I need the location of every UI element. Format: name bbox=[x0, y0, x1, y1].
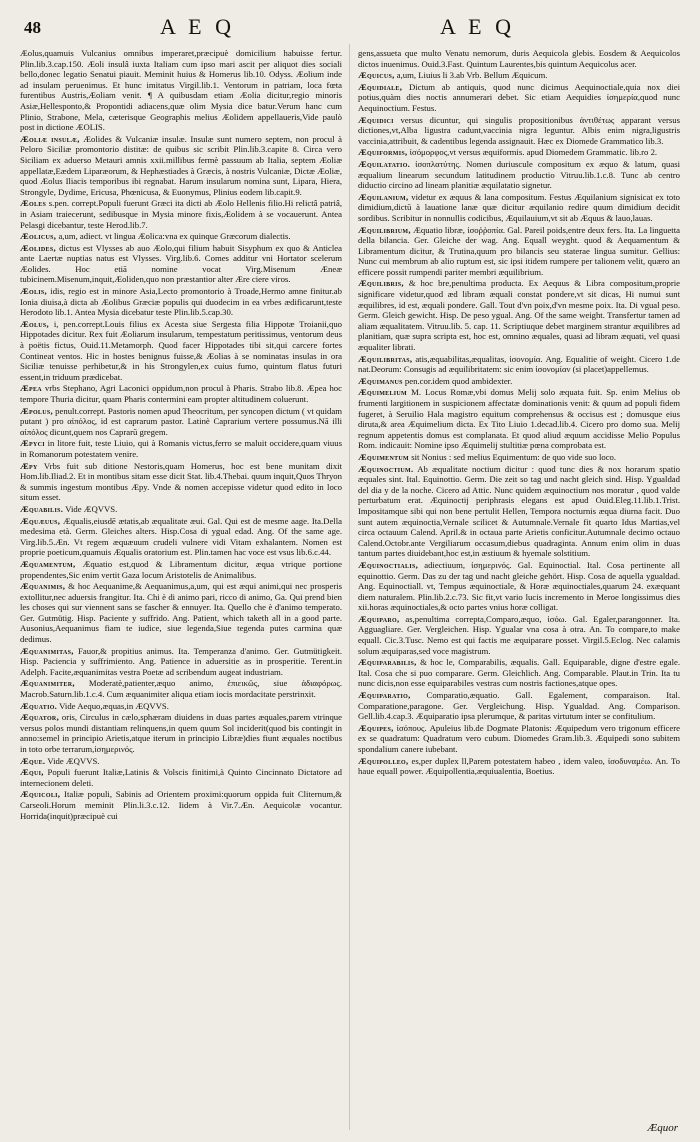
entry-headword: Æquilibritas, bbox=[358, 353, 413, 364]
entry-text: M. Locus Romæ,vbi domus Melij solo æquata fuit. Sp. enim Melius ob frumenti largitionem in suspicionem affectatæ dominationis venit: & quum ad populi fidem fugeret, à Seruilio Hala magistro equitum comprehensus & occisus est ; domusque eius diruta,& area Æquimelium dicta. Ex Tito Liuio 1.decad.lib.4. Cicero pro domo sua. Melij regnum appetentis domus est complanata. Et quod aliud æquum accidisse Melio Populus Rom. indicauit: Nomine ipso Æquimelij stultitiæ pœna comprobata est. bbox=[358, 387, 680, 451]
entry-text: s.pen. corrept.Populi fuerunt Græci ita dicti ab Æolo Hellenis filio.Hi relictâ patriâ, in Asiam traiecerunt, sedibusque in Mysia minore fixis,Æolidem à se vocauerunt. Antea Pelasgi dicebantur, teste Herod.lib.7. bbox=[20, 198, 342, 230]
entry-text: ἰσόπους. Apuleius lib.de Dogmate Platonis: Æquipedum vero trigonum efficere ex se quadratum: Quadratum vero cubum. Diomedes Gram.lib.3. Æquipedi sono subitem spondalium canere iubebant. bbox=[358, 722, 680, 754]
entry-text: pen.cor.idem quod ambidexter. bbox=[404, 375, 513, 386]
entry-headword: Æquanimitas, bbox=[20, 645, 74, 656]
entry-headword: Æolis, bbox=[20, 286, 48, 297]
entry-text: Æolides & Vulcaniæ insulæ. Insulæ sunt numero septem, non procul à Peloro Siciliæ promontorio distitæ: de quibus sic scribit Plin.lib.3.capite 8. Circa vero Siciliam ex aduerso Metauri amnis xxii.millibus fermè passuum ab Italia, septem Æoliæ appellatæ,Eædem Liparæorum, & Hephæstiades à Græcis, à nostris Vulcaniæ, Dictæ Æoliæ, quod Æolus Iliacis temporibus ibi regnabat. Harum insularum nomina sunt, Lipara, Hiera, Strongyle, Dydime, Ericusa, Phœnicusa, & Euonymus, Plinius eodem lib.capit.9. bbox=[20, 133, 342, 197]
dictionary-entry bbox=[358, 452, 680, 463]
dictionary-entry bbox=[20, 756, 342, 767]
entry-headword: Æquanimiter, bbox=[20, 678, 75, 689]
entry-headword: Æpy bbox=[20, 460, 38, 471]
entry-text: Moderatè,patienter,æquo animo, ἐπιεικῶς, siue ἀδιαφόρως. Macrob.Saturn.lib.1.c.4. Cum æquanimiter aliqua etiam iocis mordacitate perstrinxit. bbox=[20, 678, 342, 700]
dictionary-entry bbox=[20, 712, 342, 754]
entry-text: Comparatio,æquatio. Gall. Egalement, comparaison. Ital. Comparatione,paragone. Ger. Vergleichung. Hisp. Ygualdad. Ang. Comparison. Gell.lib.4.cap.3. Æquiparatio ipsa plerumque, & paritas virtutum inter se confitulium. bbox=[358, 690, 680, 722]
dictionary-entry bbox=[358, 82, 680, 114]
entry-text: a,um, adiect. vt lingua Æolica:vna ex quinque Græcorum dialectis. bbox=[58, 231, 291, 242]
entry-text: Vrbs fuit sub ditione Nestoris,quam Homerus, hoc est bene munitam dixit Hom.lib.Iliad.2. Et in montibus sitam esse dicit Stat. lib.4.Thebai. quum inquit,Quos Thryon & summis ingestum montibus Æpy. Vnde & nomen accepisse videtur quod edito in loco situm esset. bbox=[20, 460, 342, 503]
dictionary-entry bbox=[20, 231, 342, 242]
dictionary-entry bbox=[20, 678, 342, 699]
dictionary-entry bbox=[358, 115, 680, 147]
entry-text: oris, Circulus in cælo,sphæram diuidens in duas partes æquales,parem vtrinque versus polos mundi distantiam relinquens,in quem quum Sol inciderit(quod bis contingit in anno:semel in principio Arietis,atque iterum in principio Libræ)dies fiunt æquales noctibus in toto orbe terrarum,ἰσημερινός. bbox=[20, 712, 342, 754]
entry-text: i, pen.corrept.Louis filius ex Acesta siue Sergesta filia Hippotæ Troianii,quo Hippotades dicitur. Rex fuit Æoliarum insularum, tempestatum peritissimus, ventorum deus à poëtis fictus, Ouid.11.Metamorph. Quod facer Hippotades tibi sit,qui carcere fortes Contineat ventos. Hic in hostes benignus fuisse,& Æolias à se nominatas insulas in ora Siciliæ tenuisse perhibetur,& in his Strongylen,ex cuius fumo, quintum flatus futuri essent,in triduum prædicebat. bbox=[20, 318, 342, 382]
entry-headword: Æolides, bbox=[20, 242, 56, 253]
entry-headword: Æquilanium, bbox=[358, 191, 409, 202]
entry-text: as,penultima correpta,Comparo,æquo, ἰσόω. Gal. Egaler,parangonner. Ita. Agguagliare. Ger. Vergleichen. Hisp. Ygualar vna cosa à otra. An. To compare,to make equall. Cic.3.Tusc. Nemo est qui factis me æquiparare posset. Virgil.5.Eclog. Nec calamis solum æquiparas,sed voce magistrum. bbox=[358, 613, 680, 656]
entry-text: Æquatio libræ, ἰσοῤῥοπία. Gal. Pareil poids,entre deux fers. Ita. La linguetta della bilancia. Ger. Gleiche der wag. Ang. Equall weyght. quod & Aequamentum & Libramentum dicitur, & Trutina,quum pro bilancis seu staterae lingua sumitur. Gellius: Nunc cui membrum ab alio ruptum est, sic ipsi itidem rumpere per talionem velit, quæro an efficere possit rumpendi pariter membri æquilibrium. bbox=[358, 224, 680, 277]
entry-text: ἰσοπλατύτης. Nomen duriuscule compositum ex æquo & latum, quasi æqualium linearum secundum latitudinem productio Vitruu.lib.1.c.8. Tunc ab centro diductio circino ad lineam planitiæ æquilatatio signetur. bbox=[358, 158, 680, 191]
dictionary-entry bbox=[358, 159, 680, 191]
entry-text: Fauor,& propitius animus. Ita. Temperanza d'animo. Ger. Gutmütigkeit. Hisp. Paciencia y suffrimiento. Ang. Patience in aduersitie as in prosperitie. Terent.in Adelph. Facite,æquanimitas vestra Poetæ ad scribendum augeat industriam. bbox=[20, 645, 342, 677]
entry-headword: Æquatio. bbox=[20, 700, 58, 711]
dictionary-entry bbox=[358, 560, 680, 613]
dictionary-entry bbox=[20, 559, 342, 580]
entry-headword: Æquidiale, bbox=[358, 81, 403, 92]
entry-headword: Æquabilis. bbox=[20, 503, 64, 514]
entry-headword: Æquæuus, bbox=[20, 515, 61, 526]
entry-headword: Æquimanus bbox=[358, 375, 403, 386]
dictionary-entry bbox=[20, 789, 342, 821]
dictionary-entry bbox=[358, 756, 680, 777]
entry-text: & hoc le, Comparabilis, æqualis. Gall. Equiparable, digne d'estre egale. Ital. Cosa che si puo comparare. Germ. Gleichlich. Ang. Comparable. Plaut.in Trin. Ita tu nunc dicis,non esse equiparabiles vestras cum nostris factiones,atque opes. bbox=[358, 657, 680, 689]
dictionary-entry bbox=[358, 657, 680, 689]
entry-headword: Æquanimis, bbox=[20, 581, 66, 592]
entry-headword: Æquilibris, bbox=[358, 278, 404, 289]
dictionary-entry bbox=[20, 701, 342, 712]
page-header bbox=[0, 6, 700, 44]
page-number: 48 bbox=[24, 18, 41, 37]
dictionary-entry bbox=[20, 406, 342, 438]
entry-text: sit Nonius : sed melius Equimentum: de quo vide suo loco. bbox=[411, 451, 617, 462]
dictionary-entry bbox=[20, 134, 342, 198]
entry-headword: Æqui, bbox=[20, 767, 44, 778]
entry-headword: Æquidici bbox=[358, 114, 394, 125]
dictionary-entry bbox=[20, 461, 342, 503]
dictionary-entry bbox=[358, 225, 680, 278]
dictionary-entry bbox=[358, 690, 680, 722]
dictionary-entry bbox=[358, 376, 680, 387]
entry-headword: Æoles bbox=[20, 198, 47, 209]
entry-text: Dictum ab antiquis, quod nunc dicimus Aequinoctiale,quia nox diei potius,quàm dies noctis annumerari debet. Sic etiam Aequidies ἰσημερία,quod nunc Aequinoctium. Festus. bbox=[358, 81, 680, 113]
entry-text: ἰσόμορφος,vt versus æquiformis. apud Diomedem Grammatic. lib.ro 2. bbox=[409, 147, 658, 158]
dictionary-entry bbox=[20, 319, 342, 383]
entry-text: idis, regio est in minore Asia,Lecto promontorio à Troade,Hermo amne finitur.ab Ionia diuisa,à dicta ab Æolibus Græciæ populis qui duodecim in ea vrbes ædificarunt,teste Herodoto lib.1. Antea Mysia dicebatur teste Plin.lib.5.cap.30. bbox=[20, 286, 342, 318]
entry-text: Vide Aequo,æquas,in ÆQVVS. bbox=[59, 700, 169, 711]
entry-headword: Æpolus, bbox=[20, 405, 53, 416]
dictionary-entry bbox=[20, 581, 342, 645]
running-title-left: A E Q bbox=[160, 14, 235, 39]
entry-text: atis,æquabilitas,æqualitas, ἰσονομία. Ang. Equalitie of weight. Cicero 1.de nat.Deorum: Consugis ad æquilibritatem: sic enim ἰσονομίαν (si placet)appellemus. bbox=[358, 353, 680, 375]
entry-text: Æquatio est,quod & Libramentum dicitur, æqua vtrique portione propendentes,Sic enim vertit Gaza locum Aristotelis de Animalibus. bbox=[20, 558, 342, 580]
entry-text: Italiæ populi, Sabinis ad Orientem proximi:quorum oppida fuit Cliternum,& Carseoli.Horum meminit Plin.li.3.c.12. Iidem à Vir.7.Æn. Aequicolæ vocantur. Horrida(inquit)præcipuè cui bbox=[20, 789, 342, 821]
dictionary-entry bbox=[358, 147, 680, 158]
entry-headword: Æpyci bbox=[20, 438, 45, 449]
entry-headword: Æquipes, bbox=[358, 722, 394, 733]
entry-headword: Æquimentum bbox=[358, 451, 410, 462]
entry-text: penult.corrept. Pastoris nomen apud Theocritum, per syncopen dictum ( vt quidam putant ) pro αἰπόλος, id est caprarum pastor. Latinè Caprarium vertere possumus.Nā illi αἰπόλος dicunt,quem nos Caprarū gregem. bbox=[20, 405, 342, 437]
left-column bbox=[20, 48, 342, 1128]
entry-text: Æqualis,eiusdē ætatis,ab æqualitate æui. Gal. Qui est de mesme aage. Ita.Della medesima età. Germ. Gleiches alters. Hisp.Cosa di ygual edad. Ang. Of the same age. Virg.lib.5.Æn. Vt regem æquæuum crudeli vulnere vidi Vitam exhalantem. Nomen est proprie poeticum,quamuis Æqualis oratorium est. Plin.tamen hac voce est vsus lib.6.c.44. bbox=[20, 515, 342, 558]
entry-text: gens,assueta que multo Venatu nemorum, duris Aequicola glebis. Eosdem & Aequicolos dictos inuenimus. Ouid.3.Fast. Quintum Laurentes,bis quintum Aequicolus acer. bbox=[358, 48, 680, 69]
dictionary-entry bbox=[20, 48, 342, 133]
entry-text: Æolus,quamuis Vulcanius omnibus imperaret,præcipuè domicilium habuisse fertur. Plin.lib.3.cap.150. Æoli insulâ iuxta Italiam cum ipso mari ascit per aliquot dies sociali bello,donec legatio Senatui piauit. Meminit huius & Homerus lib.10. Odyss. Æolium inde ad insulam peruenimus. Et hunc imitatus Virgil.lib.1. Ventorum in patriam, loca fœta furentibus Austris,Æoliam venit. ¶ A quibusdam etiam Æolia dicitur,regio minoris Asiæ,Hellesponto,& Propontidi adiacens,quæ olim Mysia dice batur.Verum hanc cum Plinio, Strabone, Mela, cæterisque Geographis melius Æolidem appellaueris,Vide paulò post in dictione ÆOLIS. bbox=[20, 48, 342, 133]
entry-headword: Æpea bbox=[20, 383, 42, 394]
dictionary-entry bbox=[358, 278, 680, 352]
entry-headword: Æquicus, bbox=[358, 70, 395, 81]
dictionary-entry bbox=[20, 516, 342, 558]
dictionary-entry bbox=[20, 646, 342, 678]
entry-headword: Æquiparo, bbox=[358, 613, 400, 624]
entry-headword: Æoliæ insulæ, bbox=[20, 133, 80, 144]
running-title-right: A E Q bbox=[440, 14, 515, 39]
entry-headword: Æquiformis, bbox=[358, 147, 408, 158]
entry-headword: Æquilibrium, bbox=[358, 224, 411, 235]
entry-text: vrbs Stephano, Agri Laconici oppidum,non procul à Pharis. Strabo lib.8. Æpea hoc tempore Thuria dicitur, quam Pharis contermini eam propter altitudinem coluerunt. bbox=[20, 383, 342, 404]
dictionary-entry bbox=[20, 504, 342, 515]
entry-headword: Æolus, bbox=[20, 318, 49, 329]
entry-headword: Æquinoctium. bbox=[358, 463, 414, 474]
entry-headword: Æquamentum, bbox=[20, 558, 76, 569]
entry-headword: Æquimelium bbox=[358, 387, 408, 398]
dictionary-entry bbox=[358, 192, 680, 224]
entry-text: & hoc bre,penultima producta. Ex Aequus & Libra compositum,proprie significare videtur,quod æd libram æquali constat pondere,vt sit dicas, Hi numui sunt æquilibres, id est, æquali pondere. Gall. Tout d'vn poix,d'vn mesme poix. Ita. Di vgual peso. Germ. Gleich gewicht. Hisp. De peso ygual. Ang. Of the same weight. Transfertur tamen ad aliam æqualitatem. Vitruu.lib. 5. cap. 11. Scriptiuque debet marginem strantur æquilibres ad planitiam, quæ supra scripta est, hoc est, omnino æquales, quasi ad libram æquati, vel quasi æqualiter librati. bbox=[358, 278, 680, 353]
entry-headword: Æolicus, bbox=[20, 231, 57, 242]
entry-text: Vide ÆQVVS. bbox=[65, 503, 118, 514]
entry-text: adiectiuum, ἰσημερινός. Gal. Equinoctial. Ital. Cosa pertinente all equinottio. Germ. Das zu der tag und nacht gleiche gehört. Hisp. Cosa de aquella ygualdad. Ang. Equinoctiall. vt, Tempus æquinoctiale, & Horæ æquinoctiales,quarum 24. exæquant diem naturalem. Plin.lib.2.c.73. Sic fit,vt vario lucis incremento in Meroe longissimus dies xii.horas æquinoctiales,& octo partes vnius horæ colligat. bbox=[358, 559, 680, 613]
dictionary-entry bbox=[358, 48, 680, 69]
dictionary-entry bbox=[20, 243, 342, 285]
entry-headword: Æquiparabilis, bbox=[358, 657, 417, 668]
entry-headword: Æquiparatio, bbox=[358, 690, 411, 701]
dictionary-entry bbox=[358, 387, 680, 451]
dictionary-entry bbox=[358, 70, 680, 81]
entry-headword: Æque. bbox=[20, 755, 46, 766]
entry-text: Ab æqualitate noctium dicitur : quod tunc dies & nox horarum spatio æquales sint. Ital. Equinottio. Germ. Die zeit so tag und nacht gleich sind. Hisp. Ygualdad del dia y de la noche. Cicero ad Attic. Nunc quidem æquinoctium nos moratur , quod valde perturbatum erat. Æquinoctij periphrasis elegans est apud Ouid.Eleg.11.lib.1.Trist. Impositamque sibi qui non bene pertulit Hellen, Tempora nocturnis æqua diurna facit. Duo sunt autem æquinoctia,Vernale scilicet & Autumnale.Vernale fit quarto Idus Martias,vel circa octauum Calend. April.& in octaua parte Arietis conficitur.Autumnale decimo octauo Calend.Octobr.ante Vergiliarum occasum,diebus quadraginta. Annum enim olim in duas tantum partes diuidebant,hoc est,in æstiuum & hyemale solstitium. bbox=[358, 463, 680, 559]
dictionary-entry bbox=[358, 723, 680, 755]
entry-text: in litore fuit, teste Liuio, qui à Romanis victus,ferro se maluit occidere,quam viuus in Romanorum potestatem venire. bbox=[20, 438, 342, 459]
dictionary-entry bbox=[20, 198, 342, 230]
entry-text: dictus est Vlysses ab auo Æolo,qui filium habuit Sisyphum ex quo & Anticlea ante Laertæ nuptias natus est Vlysses. Virg.lib.6. Comes additur vni Hortator scelerum Æolides. Hoc etiā nomine vocat Virg.Misenum Æneæ tubicinem.Misenum,inquit,Æoliden,quo non præstantior alter Ære ciere viros. bbox=[20, 242, 342, 285]
dictionary-entry bbox=[358, 464, 680, 559]
entry-text: es,per duplex ll,Parem potestatem habeo , idem valeo, ἰσοδυναμέω. An. To haue equall power. Æquipollentia,æquiualentia, Boetius. bbox=[358, 755, 680, 777]
dictionary-entry bbox=[358, 614, 680, 656]
dictionary-entry bbox=[358, 354, 680, 375]
dictionary-entry bbox=[20, 286, 342, 318]
entry-text: a,um, Liuius li 3.ab Vrb. Bellum Æquicum. bbox=[396, 70, 548, 81]
entry-headword: Æquilatatio. bbox=[358, 158, 411, 169]
entry-headword: Æquicoli, bbox=[20, 789, 61, 800]
dictionary-entry bbox=[20, 767, 342, 788]
entry-headword: Æquator, bbox=[20, 712, 60, 723]
dictionary-entry bbox=[20, 383, 342, 404]
entry-text: videtur ex æquus & lana compositum. Festus Æquilanium signisicat ex toto dimidium,dictū à lauatione lanæ quæ dicitur æquilanio redire quum dimidium decidit sordibus. Scribitur in nonnullis codicibus, Æquilauium,vt sit ab Æquus & lauo,lauas. bbox=[358, 191, 680, 223]
entry-text: Populi fuerunt Italiæ,Latinis & Volscis finitimi,à Quinto Cincinnato Dictatore ad internecionem deleti. bbox=[20, 767, 342, 788]
column-divider bbox=[349, 44, 350, 1130]
entry-headword: Æquipolleo, bbox=[358, 755, 409, 766]
dictionary-entry bbox=[20, 438, 342, 459]
entry-text: Vide ÆQVVS. bbox=[47, 755, 100, 766]
entry-text: versus dicuntur, qui singulis propositionibus ἀντιθέτως apparant versus dictiones,vt,Alba ligustra cadunt,vaccinia nigra leguntur. Albis enim nigra,ligustris vaccinia,attribuit, & cadentibus legenda assignauit. Hæc ex Diomede Grammatico lib.3. bbox=[358, 114, 680, 146]
entry-headword: Æquinoctialis, bbox=[358, 559, 419, 570]
catchword: Æquor bbox=[647, 1122, 678, 1134]
right-column bbox=[358, 48, 680, 1128]
entry-text: & hoc Aequanime,& Aequanimus,a,um, qui est æqui animi,qui nec prosperis extollitur,nec aduersis frangitur. Ita. Chi è di animo pari, ricco di animo, Ga. Qui prend bien les choses qui sur viennent sans se fascher & ennuyer. Ita. Quello che è d'animo temperato. Ger. Gutmütig. Hisp. Paciente y suffrido. Ang. Patient, which taketh all in a good parte. Ausonius,Aequanimus fiam te iudice, siue legenda,Siue tegenda putes carmina quæ dedimus. bbox=[20, 581, 342, 645]
